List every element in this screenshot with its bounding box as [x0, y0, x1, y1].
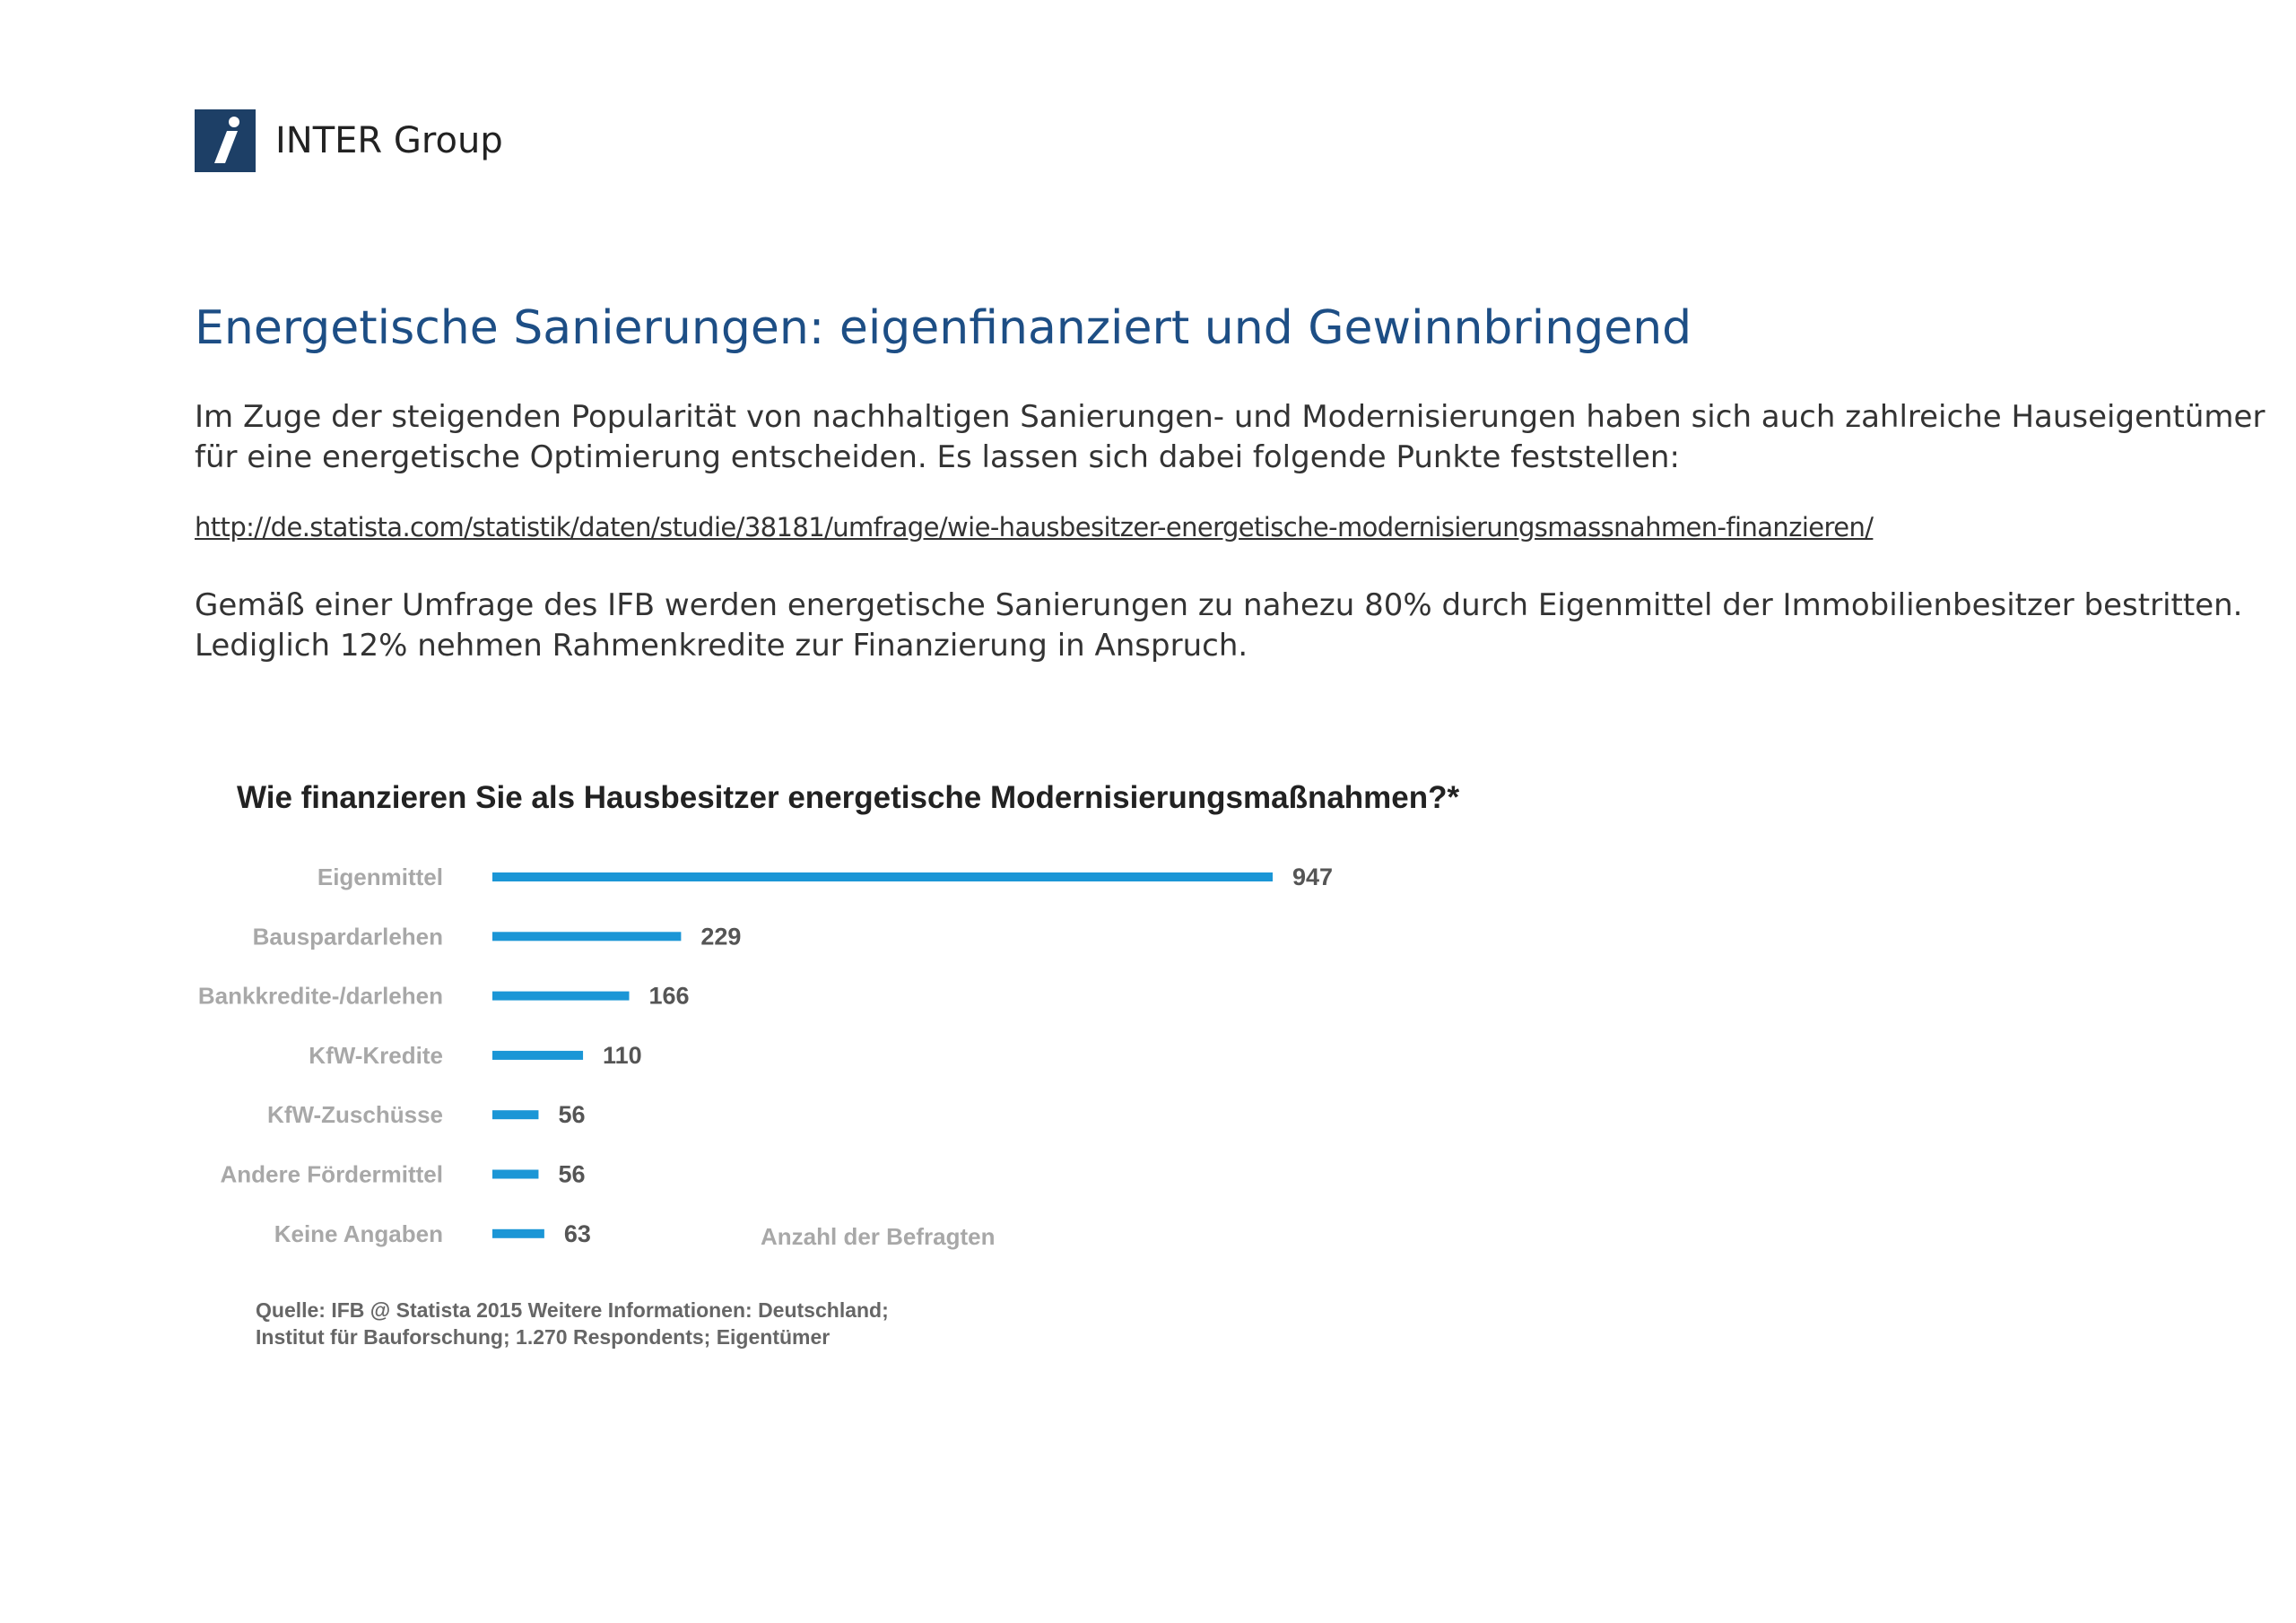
page-title: Energetische Sanierungen: eigenfinanziert und Gewinnbringend — [195, 301, 1692, 355]
data-label: 63 — [563, 1219, 591, 1247]
intro-line-1: Im Zuge der steigenden Popularität von nachhaltigen Sanierungen- und Modernisierungen haben sich auch zahlreiche Hauseigentümer — [195, 399, 2266, 435]
bar — [492, 1110, 538, 1119]
data-label: 229 — [700, 923, 742, 950]
data-label: 56 — [558, 1160, 586, 1188]
bar — [492, 1229, 544, 1238]
x-axis-label: Anzahl der Befragten — [761, 1223, 996, 1250]
summary-line-2: Lediglich 12% nehmen Rahmenkredite zur Finanzierung in Anspruch. — [195, 628, 1248, 664]
bar — [492, 932, 681, 941]
brand-name: INTER Group — [275, 120, 503, 161]
data-label: 166 — [648, 982, 690, 1010]
category-label: KfW-Zuschüsse — [267, 1101, 443, 1129]
summary-line-1: Gemäß einer Umfrage des IFB werden energetische Sanierungen zu nahezu 80% durch Eigenmittel der Immobilienbesitzer bestritten. — [195, 587, 2243, 623]
category-label: Bauspardarlehen — [252, 923, 443, 950]
chart-source — [256, 1297, 889, 1350]
data-label: 947 — [1292, 864, 1334, 890]
category-label: Bankkredite-/darlehen — [197, 982, 443, 1010]
category-label: Keine Angaben — [274, 1219, 443, 1247]
category-label: KfW-Kredite — [309, 1041, 443, 1069]
bar — [492, 1170, 538, 1179]
bar — [492, 872, 1273, 881]
category-label: Andere Fördermittel — [220, 1160, 443, 1188]
category-label: Eigenmittel — [317, 864, 443, 890]
intro-line-2: für eine energetische Optimierung entscheiden. Es lassen sich dabei folgende Punkte feststellen: — [195, 439, 1680, 475]
bar — [492, 992, 630, 1001]
bar — [492, 1051, 583, 1060]
source-line-2: Institut für Bauforschung; 1.270 Respondents; Eigentümer — [256, 1325, 831, 1349]
source-line-1: Quelle: IFB @ Statista 2015 Weitere Informationen: Deutschland; — [256, 1298, 889, 1322]
data-label: 56 — [558, 1101, 586, 1129]
data-label: 110 — [603, 1041, 642, 1069]
chart-title: Wie finanzieren Sie als Hausbesitzer energetische Modernisierungsmaßnahmen?* — [237, 780, 1460, 815]
statista-link[interactable]: http://de.statista.com/statistik/daten/studie/38181/umfrage/wie-hausbesitzer-energetische-modernisierungsmassnahmen-finanzieren/ — [195, 512, 1874, 542]
